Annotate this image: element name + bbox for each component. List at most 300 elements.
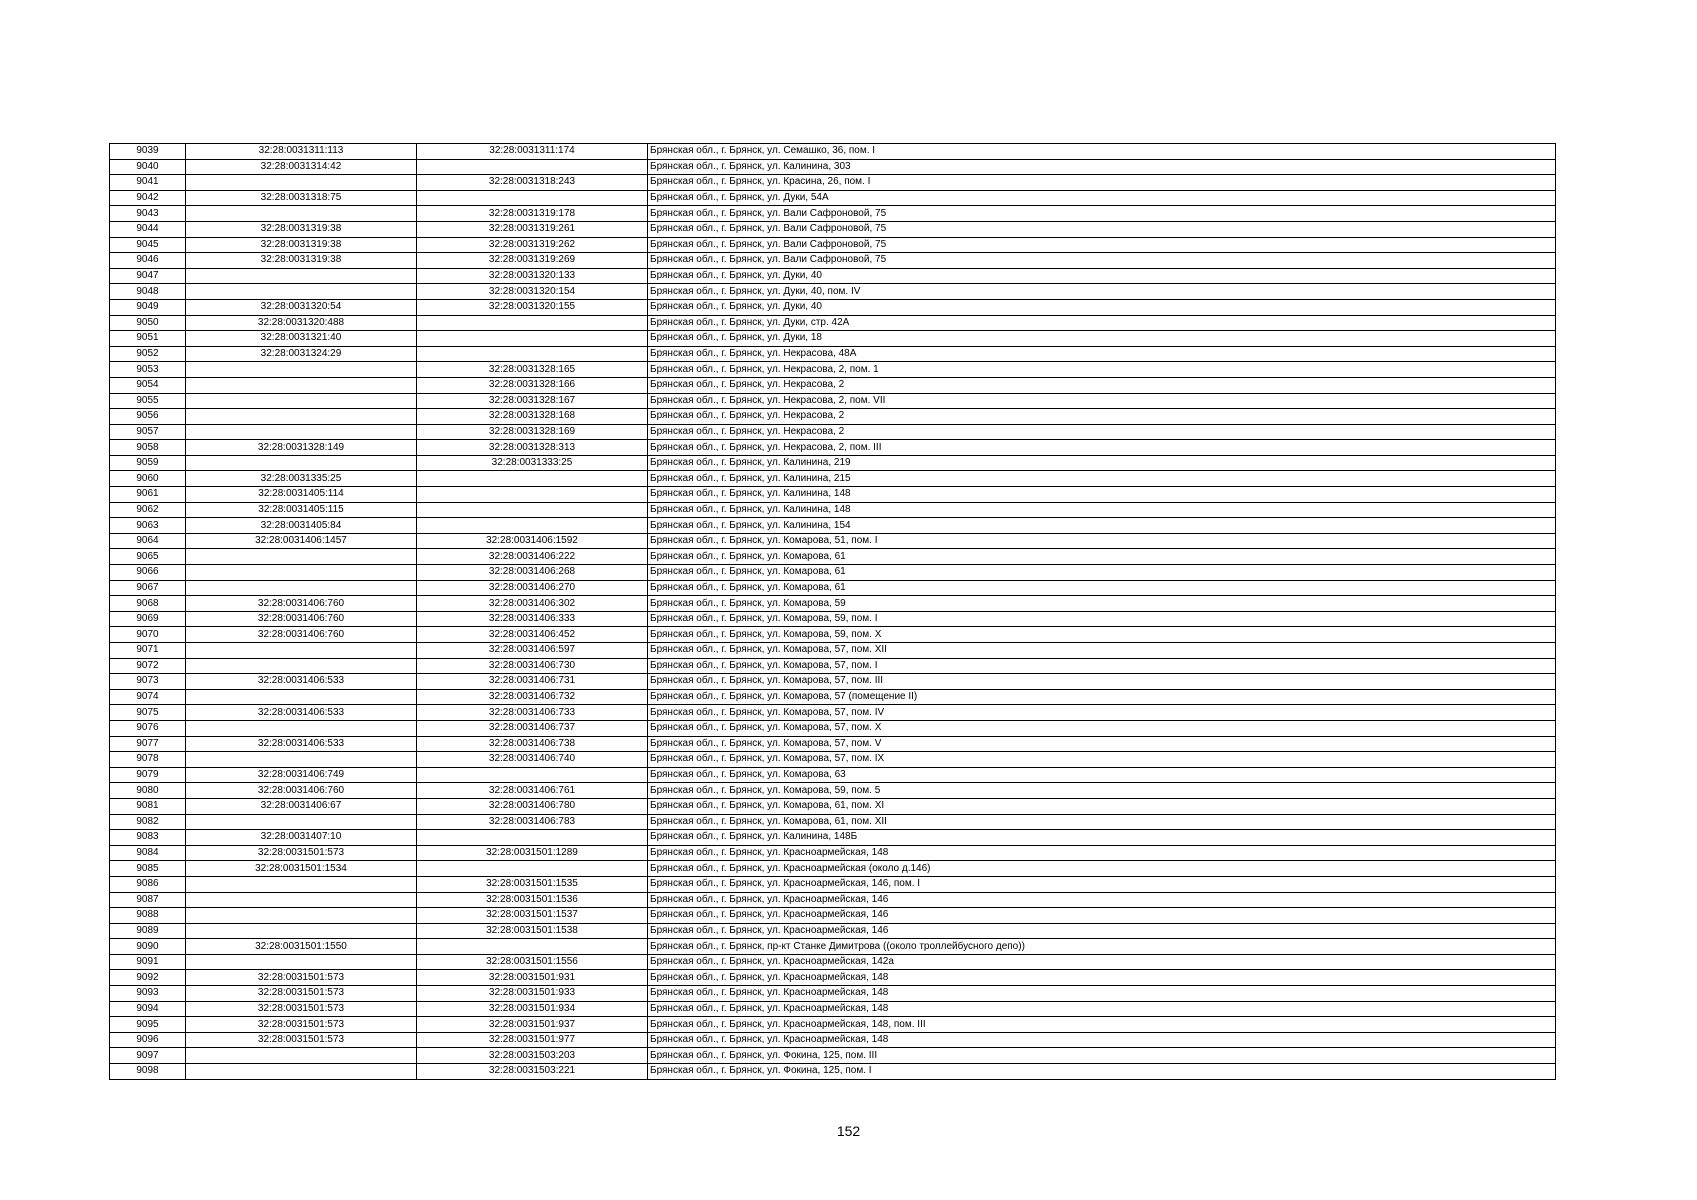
object-cadastral-number-cell: 32:28:0031320:154 bbox=[417, 284, 648, 300]
row-number-cell: 9063 bbox=[110, 518, 186, 534]
land-cadastral-number-cell bbox=[186, 175, 417, 191]
table-row bbox=[110, 175, 1556, 191]
land-cadastral-number-cell: 32:28:0031319:38 bbox=[186, 253, 417, 269]
row-number-cell: 9058 bbox=[110, 440, 186, 456]
row-number-cell: 9085 bbox=[110, 861, 186, 877]
table-row bbox=[110, 954, 1556, 970]
address-cell: Брянская обл., г. Брянск, ул. Красноармейская, 148 bbox=[648, 845, 1556, 861]
row-number-cell: 9095 bbox=[110, 1017, 186, 1033]
address-cell: Брянская обл., г. Брянск, ул. Дуки, 40 bbox=[648, 299, 1556, 315]
address-cell: Брянская обл., г. Брянск, ул. Красноармейская, 142а bbox=[648, 954, 1556, 970]
object-cadastral-number-cell: 32:28:0031406:597 bbox=[417, 643, 648, 659]
address-cell: Брянская обл., г. Брянск, ул. Красноармейская, 146 bbox=[648, 923, 1556, 939]
table-row bbox=[110, 674, 1556, 690]
land-cadastral-number-cell bbox=[186, 752, 417, 768]
object-cadastral-number-cell: 32:28:0031333:25 bbox=[417, 455, 648, 471]
object-cadastral-number-cell: 32:28:0031406:270 bbox=[417, 580, 648, 596]
row-number-cell: 9098 bbox=[110, 1064, 186, 1080]
object-cadastral-number-cell: 32:28:0031328:168 bbox=[417, 409, 648, 425]
table-row bbox=[110, 502, 1556, 518]
land-cadastral-number-cell: 32:28:0031406:533 bbox=[186, 736, 417, 752]
address-cell: Брянская обл., г. Брянск, ул. Комарова, 63 bbox=[648, 767, 1556, 783]
object-cadastral-number-cell bbox=[417, 767, 648, 783]
table-row bbox=[110, 830, 1556, 846]
table-row bbox=[110, 299, 1556, 315]
land-cadastral-number-cell: 32:28:0031405:114 bbox=[186, 487, 417, 503]
table-row bbox=[110, 611, 1556, 627]
land-cadastral-number-cell: 32:28:0031319:38 bbox=[186, 221, 417, 237]
object-cadastral-number-cell: 32:28:0031501:1556 bbox=[417, 954, 648, 970]
land-cadastral-number-cell: 32:28:0031335:25 bbox=[186, 471, 417, 487]
land-cadastral-number-cell: 32:28:0031320:54 bbox=[186, 299, 417, 315]
table-row bbox=[110, 861, 1556, 877]
object-cadastral-number-cell: 32:28:0031406:732 bbox=[417, 689, 648, 705]
table-row bbox=[110, 767, 1556, 783]
row-number-cell: 9090 bbox=[110, 939, 186, 955]
table-row bbox=[110, 1032, 1556, 1048]
object-cadastral-number-cell: 32:28:0031328:313 bbox=[417, 440, 648, 456]
land-cadastral-number-cell bbox=[186, 424, 417, 440]
row-number-cell: 9082 bbox=[110, 814, 186, 830]
table-row bbox=[110, 923, 1556, 939]
address-cell: Брянская обл., г. Брянск, ул. Дуки, стр. 42А bbox=[648, 315, 1556, 331]
land-cadastral-number-cell: 32:28:0031320:488 bbox=[186, 315, 417, 331]
row-number-cell: 9062 bbox=[110, 502, 186, 518]
row-number-cell: 9065 bbox=[110, 549, 186, 565]
object-cadastral-number-cell bbox=[417, 861, 648, 877]
land-cadastral-number-cell: 32:28:0031406:533 bbox=[186, 674, 417, 690]
registry-table-body bbox=[110, 144, 1556, 1080]
table-row bbox=[110, 565, 1556, 581]
table-row bbox=[110, 268, 1556, 284]
table-row bbox=[110, 549, 1556, 565]
land-cadastral-number-cell: 32:28:0031405:115 bbox=[186, 502, 417, 518]
address-cell: Брянская обл., г. Брянск, ул. Красноармейская, 148 bbox=[648, 1032, 1556, 1048]
table-row bbox=[110, 346, 1556, 362]
row-number-cell: 9069 bbox=[110, 611, 186, 627]
object-cadastral-number-cell bbox=[417, 346, 648, 362]
object-cadastral-number-cell: 32:28:0031320:155 bbox=[417, 299, 648, 315]
table-row bbox=[110, 144, 1556, 160]
land-cadastral-number-cell: 32:28:0031501:1534 bbox=[186, 861, 417, 877]
address-cell: Брянская обл., г. Брянск, ул. Дуки, 40 bbox=[648, 268, 1556, 284]
address-cell: Брянская обл., г. Брянск, ул. Комарова, 59 bbox=[648, 596, 1556, 612]
object-cadastral-number-cell: 32:28:0031501:931 bbox=[417, 970, 648, 986]
address-cell: Брянская обл., г. Брянск, ул. Комарова, 57, пом. IV bbox=[648, 705, 1556, 721]
address-cell: Брянская обл., г. Брянск, ул. Красноармейская, 148 bbox=[648, 1001, 1556, 1017]
object-cadastral-number-cell: 32:28:0031406:1592 bbox=[417, 533, 648, 549]
object-cadastral-number-cell bbox=[417, 939, 648, 955]
land-cadastral-number-cell: 32:28:0031328:149 bbox=[186, 440, 417, 456]
table-row bbox=[110, 939, 1556, 955]
address-cell: Брянская обл., г. Брянск, ул. Комарова, 57, пом. IX bbox=[648, 752, 1556, 768]
row-number-cell: 9059 bbox=[110, 455, 186, 471]
table-row bbox=[110, 331, 1556, 347]
object-cadastral-number-cell: 32:28:0031501:977 bbox=[417, 1032, 648, 1048]
row-number-cell: 9080 bbox=[110, 783, 186, 799]
table-row bbox=[110, 518, 1556, 534]
land-cadastral-number-cell bbox=[186, 689, 417, 705]
table-row bbox=[110, 596, 1556, 612]
table-row bbox=[110, 580, 1556, 596]
row-number-cell: 9056 bbox=[110, 409, 186, 425]
object-cadastral-number-cell: 32:28:0031406:737 bbox=[417, 720, 648, 736]
land-cadastral-number-cell: 32:28:0031319:38 bbox=[186, 237, 417, 253]
land-cadastral-number-cell: 32:28:0031406:749 bbox=[186, 767, 417, 783]
table-row bbox=[110, 471, 1556, 487]
address-cell: Брянская обл., г. Брянск, ул. Красина, 26, пом. I bbox=[648, 175, 1556, 191]
land-cadastral-number-cell bbox=[186, 206, 417, 222]
address-cell: Брянская обл., г. Брянск, ул. Красноармейская, 146 bbox=[648, 892, 1556, 908]
table-row bbox=[110, 876, 1556, 892]
table-row bbox=[110, 362, 1556, 378]
table-row bbox=[110, 1064, 1556, 1080]
address-cell: Брянская обл., г. Брянск, ул. Комарова, 57 (помещение II) bbox=[648, 689, 1556, 705]
row-number-cell: 9092 bbox=[110, 970, 186, 986]
table-row bbox=[110, 783, 1556, 799]
table-row bbox=[110, 814, 1556, 830]
table-row bbox=[110, 440, 1556, 456]
land-cadastral-number-cell bbox=[186, 362, 417, 378]
address-cell: Брянская обл., г. Брянск, ул. Некрасова, 2, пом. III bbox=[648, 440, 1556, 456]
address-cell: Брянская обл., г. Брянск, ул. Красноармейская, 146 bbox=[648, 908, 1556, 924]
row-number-cell: 9052 bbox=[110, 346, 186, 362]
address-cell: Брянская обл., г. Брянск, ул. Калинина, 154 bbox=[648, 518, 1556, 534]
row-number-cell: 9073 bbox=[110, 674, 186, 690]
address-cell: Брянская обл., г. Брянск, ул. Комарова, 61 bbox=[648, 549, 1556, 565]
table-row bbox=[110, 970, 1556, 986]
land-cadastral-number-cell: 32:28:0031407:10 bbox=[186, 830, 417, 846]
address-cell: Брянская обл., г. Брянск, ул. Комарова, 57, пом. I bbox=[648, 658, 1556, 674]
object-cadastral-number-cell bbox=[417, 159, 648, 175]
table-row bbox=[110, 845, 1556, 861]
address-cell: Брянская обл., г. Брянск, ул. Комарова, 51, пом. I bbox=[648, 533, 1556, 549]
object-cadastral-number-cell: 32:28:0031406:268 bbox=[417, 565, 648, 581]
object-cadastral-number-cell: 32:28:0031501:1537 bbox=[417, 908, 648, 924]
address-cell: Брянская обл., г. Брянск, ул. Некрасова, 2 bbox=[648, 377, 1556, 393]
address-cell: Брянская обл., г. Брянск, ул. Калинина, 148 bbox=[648, 502, 1556, 518]
address-cell: Брянская обл., г. Брянск, ул. Комарова, 57, пом. V bbox=[648, 736, 1556, 752]
table-row bbox=[110, 424, 1556, 440]
address-cell: Брянская обл., г. Брянск, ул. Комарова, 61, пом. XII bbox=[648, 814, 1556, 830]
land-cadastral-number-cell: 32:28:0031501:573 bbox=[186, 986, 417, 1002]
address-cell: Брянская обл., г. Брянск, ул. Вали Сафроновой, 75 bbox=[648, 237, 1556, 253]
land-cadastral-number-cell: 32:28:0031406:760 bbox=[186, 596, 417, 612]
address-cell: Брянская обл., г. Брянск, ул. Комарова, 57, пом. XII bbox=[648, 643, 1556, 659]
object-cadastral-number-cell: 32:28:0031318:243 bbox=[417, 175, 648, 191]
row-number-cell: 9084 bbox=[110, 845, 186, 861]
object-cadastral-number-cell: 32:28:0031406:783 bbox=[417, 814, 648, 830]
land-cadastral-number-cell bbox=[186, 549, 417, 565]
object-cadastral-number-cell: 32:28:0031311:174 bbox=[417, 144, 648, 160]
row-number-cell: 9045 bbox=[110, 237, 186, 253]
row-number-cell: 9043 bbox=[110, 206, 186, 222]
address-cell: Брянская обл., г. Брянск, ул. Комарова, 59, пом. 5 bbox=[648, 783, 1556, 799]
row-number-cell: 9077 bbox=[110, 736, 186, 752]
address-cell: Брянская обл., г. Брянск, ул. Красноармейская, 148 bbox=[648, 970, 1556, 986]
table-row bbox=[110, 393, 1556, 409]
row-number-cell: 9093 bbox=[110, 986, 186, 1002]
table-row bbox=[110, 627, 1556, 643]
object-cadastral-number-cell: 32:28:0031406:730 bbox=[417, 658, 648, 674]
address-cell: Брянская обл., г. Брянск, ул. Фокина, 125, пом. III bbox=[648, 1048, 1556, 1064]
row-number-cell: 9044 bbox=[110, 221, 186, 237]
land-cadastral-number-cell bbox=[186, 1048, 417, 1064]
land-cadastral-number-cell bbox=[186, 455, 417, 471]
object-cadastral-number-cell: 32:28:0031406:452 bbox=[417, 627, 648, 643]
row-number-cell: 9072 bbox=[110, 658, 186, 674]
object-cadastral-number-cell: 32:28:0031406:761 bbox=[417, 783, 648, 799]
address-cell: Брянская обл., г. Брянск, ул. Дуки, 18 bbox=[648, 331, 1556, 347]
land-cadastral-number-cell bbox=[186, 1064, 417, 1080]
land-cadastral-number-cell: 32:28:0031324:29 bbox=[186, 346, 417, 362]
land-cadastral-number-cell bbox=[186, 658, 417, 674]
land-cadastral-number-cell bbox=[186, 565, 417, 581]
address-cell: Брянская обл., г. Брянск, ул. Фокина, 125, пом. I bbox=[648, 1064, 1556, 1080]
address-cell: Брянская обл., г. Брянск, ул. Семашко, 36, пом. I bbox=[648, 144, 1556, 160]
address-cell: Брянская обл., г. Брянск, ул. Комарова, 61 bbox=[648, 565, 1556, 581]
table-row bbox=[110, 284, 1556, 300]
land-cadastral-number-cell bbox=[186, 814, 417, 830]
row-number-cell: 9039 bbox=[110, 144, 186, 160]
address-cell: Брянская обл., г. Брянск, ул. Красноармейская, 148 bbox=[648, 986, 1556, 1002]
object-cadastral-number-cell bbox=[417, 315, 648, 331]
table-row bbox=[110, 658, 1556, 674]
object-cadastral-number-cell: 32:28:0031319:178 bbox=[417, 206, 648, 222]
address-cell: Брянская обл., г. Брянск, ул. Калинина, 215 bbox=[648, 471, 1556, 487]
object-cadastral-number-cell: 32:28:0031319:269 bbox=[417, 253, 648, 269]
land-cadastral-number-cell bbox=[186, 876, 417, 892]
object-cadastral-number-cell: 32:28:0031328:166 bbox=[417, 377, 648, 393]
object-cadastral-number-cell: 32:28:0031328:169 bbox=[417, 424, 648, 440]
table-row bbox=[110, 986, 1556, 1002]
row-number-cell: 9057 bbox=[110, 424, 186, 440]
row-number-cell: 9064 bbox=[110, 533, 186, 549]
object-cadastral-number-cell: 32:28:0031501:1289 bbox=[417, 845, 648, 861]
row-number-cell: 9055 bbox=[110, 393, 186, 409]
row-number-cell: 9050 bbox=[110, 315, 186, 331]
row-number-cell: 9094 bbox=[110, 1001, 186, 1017]
row-number-cell: 9051 bbox=[110, 331, 186, 347]
row-number-cell: 9070 bbox=[110, 627, 186, 643]
land-cadastral-number-cell bbox=[186, 643, 417, 659]
row-number-cell: 9066 bbox=[110, 565, 186, 581]
land-cadastral-number-cell: 32:28:0031406:533 bbox=[186, 705, 417, 721]
address-cell: Брянская обл., г. Брянск, ул. Дуки, 40, пом. IV bbox=[648, 284, 1556, 300]
table-row bbox=[110, 892, 1556, 908]
row-number-cell: 9088 bbox=[110, 908, 186, 924]
table-row bbox=[110, 752, 1556, 768]
row-number-cell: 9067 bbox=[110, 580, 186, 596]
land-cadastral-number-cell: 32:28:0031501:573 bbox=[186, 1017, 417, 1033]
object-cadastral-number-cell: 32:28:0031503:221 bbox=[417, 1064, 648, 1080]
address-cell: Брянская обл., г. Брянск, ул. Калинина, 148 bbox=[648, 487, 1556, 503]
address-cell: Брянская обл., г. Брянск, ул. Некрасова, 2, пом. VII bbox=[648, 393, 1556, 409]
row-number-cell: 9097 bbox=[110, 1048, 186, 1064]
row-number-cell: 9060 bbox=[110, 471, 186, 487]
table-row bbox=[110, 237, 1556, 253]
row-number-cell: 9046 bbox=[110, 253, 186, 269]
land-cadastral-number-cell bbox=[186, 393, 417, 409]
land-cadastral-number-cell bbox=[186, 377, 417, 393]
address-cell: Брянская обл., г. Брянск, ул. Красноармейская, 146, пом. I bbox=[648, 876, 1556, 892]
table-row bbox=[110, 736, 1556, 752]
object-cadastral-number-cell: 32:28:0031319:262 bbox=[417, 237, 648, 253]
table-row bbox=[110, 533, 1556, 549]
address-cell: Брянская обл., г. Брянск, ул. Некрасова, 48А bbox=[648, 346, 1556, 362]
row-number-cell: 9083 bbox=[110, 830, 186, 846]
table-row bbox=[110, 487, 1556, 503]
object-cadastral-number-cell: 32:28:0031501:934 bbox=[417, 1001, 648, 1017]
address-cell: Брянская обл., г. Брянск, ул. Вали Сафроновой, 75 bbox=[648, 253, 1556, 269]
address-cell: Брянская обл., г. Брянск, ул. Некрасова, 2 bbox=[648, 409, 1556, 425]
object-cadastral-number-cell: 32:28:0031406:733 bbox=[417, 705, 648, 721]
table-row bbox=[110, 720, 1556, 736]
row-number-cell: 9081 bbox=[110, 798, 186, 814]
property-registry-table bbox=[109, 143, 1556, 1080]
address-cell: Брянская обл., г. Брянск, ул. Калинина, 148Б bbox=[648, 830, 1556, 846]
row-number-cell: 9079 bbox=[110, 767, 186, 783]
row-number-cell: 9089 bbox=[110, 923, 186, 939]
address-cell: Брянская обл., г. Брянск, ул. Калинина, 219 bbox=[648, 455, 1556, 471]
row-number-cell: 9042 bbox=[110, 190, 186, 206]
land-cadastral-number-cell: 32:28:0031318:75 bbox=[186, 190, 417, 206]
address-cell: Брянская обл., г. Брянск, ул. Комарова, 61, пом. XI bbox=[648, 798, 1556, 814]
object-cadastral-number-cell: 32:28:0031501:1536 bbox=[417, 892, 648, 908]
object-cadastral-number-cell: 32:28:0031319:261 bbox=[417, 221, 648, 237]
land-cadastral-number-cell: 32:28:0031406:1457 bbox=[186, 533, 417, 549]
table-row bbox=[110, 377, 1556, 393]
object-cadastral-number-cell: 32:28:0031501:937 bbox=[417, 1017, 648, 1033]
table-row bbox=[110, 908, 1556, 924]
object-cadastral-number-cell bbox=[417, 518, 648, 534]
object-cadastral-number-cell: 32:28:0031328:165 bbox=[417, 362, 648, 378]
row-number-cell: 9061 bbox=[110, 487, 186, 503]
table-row bbox=[110, 1001, 1556, 1017]
object-cadastral-number-cell: 32:28:0031503:203 bbox=[417, 1048, 648, 1064]
row-number-cell: 9040 bbox=[110, 159, 186, 175]
land-cadastral-number-cell: 32:28:0031406:760 bbox=[186, 783, 417, 799]
object-cadastral-number-cell: 32:28:0031501:1535 bbox=[417, 876, 648, 892]
land-cadastral-number-cell: 32:28:0031406:760 bbox=[186, 627, 417, 643]
land-cadastral-number-cell bbox=[186, 580, 417, 596]
land-cadastral-number-cell bbox=[186, 923, 417, 939]
object-cadastral-number-cell: 32:28:0031406:738 bbox=[417, 736, 648, 752]
table-row bbox=[110, 1048, 1556, 1064]
row-number-cell: 9074 bbox=[110, 689, 186, 705]
address-cell: Брянская обл., г. Брянск, ул. Комарова, 61 bbox=[648, 580, 1556, 596]
object-cadastral-number-cell: 32:28:0031406:780 bbox=[417, 798, 648, 814]
address-cell: Брянская обл., г. Брянск, ул. Комарова, 59, пом. I bbox=[648, 611, 1556, 627]
address-cell: Брянская обл., г. Брянск, ул. Вали Сафроновой, 75 bbox=[648, 206, 1556, 222]
object-cadastral-number-cell: 32:28:0031406:222 bbox=[417, 549, 648, 565]
object-cadastral-number-cell bbox=[417, 190, 648, 206]
row-number-cell: 9075 bbox=[110, 705, 186, 721]
table-row bbox=[110, 253, 1556, 269]
table-row bbox=[110, 455, 1556, 471]
address-cell: Брянская обл., г. Брянск, ул. Дуки, 54А bbox=[648, 190, 1556, 206]
row-number-cell: 9049 bbox=[110, 299, 186, 315]
land-cadastral-number-cell bbox=[186, 268, 417, 284]
table-row bbox=[110, 409, 1556, 425]
row-number-cell: 9086 bbox=[110, 876, 186, 892]
object-cadastral-number-cell bbox=[417, 471, 648, 487]
table-row bbox=[110, 689, 1556, 705]
table-row bbox=[110, 1017, 1556, 1033]
land-cadastral-number-cell: 32:28:0031406:67 bbox=[186, 798, 417, 814]
address-cell: Брянская обл., г. Брянск, ул. Некрасова, 2, пом. 1 bbox=[648, 362, 1556, 378]
land-cadastral-number-cell bbox=[186, 954, 417, 970]
address-cell: Брянская обл., г. Брянск, ул. Комарова, 57, пом. X bbox=[648, 720, 1556, 736]
object-cadastral-number-cell: 32:28:0031501:1538 bbox=[417, 923, 648, 939]
address-cell: Брянская обл., г. Брянск, ул. Вали Сафроновой, 75 bbox=[648, 221, 1556, 237]
object-cadastral-number-cell bbox=[417, 830, 648, 846]
land-cadastral-number-cell: 32:28:0031501:573 bbox=[186, 1001, 417, 1017]
object-cadastral-number-cell: 32:28:0031320:133 bbox=[417, 268, 648, 284]
address-cell: Брянская обл., г. Брянск, ул. Некрасова, 2 bbox=[648, 424, 1556, 440]
object-cadastral-number-cell: 32:28:0031406:731 bbox=[417, 674, 648, 690]
row-number-cell: 9078 bbox=[110, 752, 186, 768]
land-cadastral-number-cell: 32:28:0031406:760 bbox=[186, 611, 417, 627]
address-cell: Брянская обл., г. Брянск, ул. Комарова, 57, пом. III bbox=[648, 674, 1556, 690]
row-number-cell: 9076 bbox=[110, 720, 186, 736]
row-number-cell: 9091 bbox=[110, 954, 186, 970]
row-number-cell: 9096 bbox=[110, 1032, 186, 1048]
row-number-cell: 9053 bbox=[110, 362, 186, 378]
address-cell: Брянская обл., г. Брянск, ул. Калинина, 303 bbox=[648, 159, 1556, 175]
row-number-cell: 9071 bbox=[110, 643, 186, 659]
object-cadastral-number-cell: 32:28:0031406:740 bbox=[417, 752, 648, 768]
object-cadastral-number-cell: 32:28:0031406:333 bbox=[417, 611, 648, 627]
row-number-cell: 9041 bbox=[110, 175, 186, 191]
row-number-cell: 9047 bbox=[110, 268, 186, 284]
land-cadastral-number-cell: 32:28:0031314:42 bbox=[186, 159, 417, 175]
object-cadastral-number-cell: 32:28:0031328:167 bbox=[417, 393, 648, 409]
land-cadastral-number-cell: 32:28:0031321:40 bbox=[186, 331, 417, 347]
land-cadastral-number-cell: 32:28:0031311:113 bbox=[186, 144, 417, 160]
table-row bbox=[110, 643, 1556, 659]
page-number: 152 bbox=[836, 1123, 861, 1139]
land-cadastral-number-cell: 32:28:0031501:573 bbox=[186, 970, 417, 986]
land-cadastral-number-cell bbox=[186, 908, 417, 924]
table-row bbox=[110, 705, 1556, 721]
land-cadastral-number-cell: 32:28:0031405:84 bbox=[186, 518, 417, 534]
object-cadastral-number-cell bbox=[417, 487, 648, 503]
land-cadastral-number-cell: 32:28:0031501:573 bbox=[186, 1032, 417, 1048]
address-cell: Брянская обл., г. Брянск, ул. Красноармейская, 148, пом. III bbox=[648, 1017, 1556, 1033]
object-cadastral-number-cell: 32:28:0031501:933 bbox=[417, 986, 648, 1002]
object-cadastral-number-cell bbox=[417, 331, 648, 347]
row-number-cell: 9054 bbox=[110, 377, 186, 393]
land-cadastral-number-cell bbox=[186, 892, 417, 908]
table-row bbox=[110, 190, 1556, 206]
object-cadastral-number-cell: 32:28:0031406:302 bbox=[417, 596, 648, 612]
address-cell: Брянская обл., г. Брянск, пр-кт Станке Димитрова ((около троллейбусного депо)) bbox=[648, 939, 1556, 955]
table-row bbox=[110, 315, 1556, 331]
land-cadastral-number-cell bbox=[186, 284, 417, 300]
table-row bbox=[110, 798, 1556, 814]
address-cell: Брянская обл., г. Брянск, ул. Красноармейская (около д.146) bbox=[648, 861, 1556, 877]
table-row bbox=[110, 206, 1556, 222]
row-number-cell: 9087 bbox=[110, 892, 186, 908]
table-row bbox=[110, 221, 1556, 237]
land-cadastral-number-cell bbox=[186, 409, 417, 425]
object-cadastral-number-cell bbox=[417, 502, 648, 518]
row-number-cell: 9068 bbox=[110, 596, 186, 612]
land-cadastral-number-cell bbox=[186, 720, 417, 736]
land-cadastral-number-cell: 32:28:0031501:1550 bbox=[186, 939, 417, 955]
table-row bbox=[110, 159, 1556, 175]
